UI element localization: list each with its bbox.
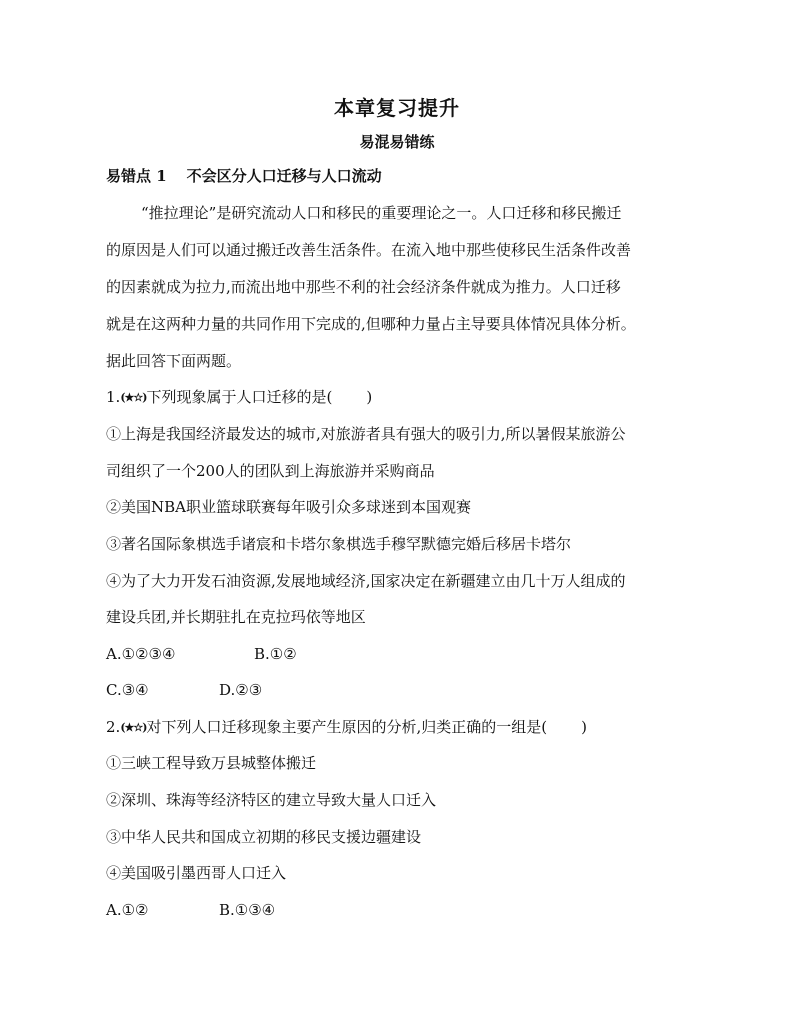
- question-1-stem: [106, 387, 372, 408]
- section-text: 不会区分人口迁移与人口流动: [186, 167, 382, 185]
- question-1-item: ③著名国际象棋选手诸宸和卡塔尔象棋选手穆罕默德完婚后移居卡塔尔: [106, 535, 572, 553]
- section-heading: [106, 166, 382, 186]
- page-title: 本章复习提升: [334, 96, 460, 120]
- question-1-item: 建设兵团,并长期驻扎在克拉玛依等地区: [106, 608, 366, 626]
- section-label: 易错点 1: [106, 167, 167, 185]
- question-2-stem: [106, 717, 587, 738]
- question-1-option-b: B.①②: [254, 645, 297, 663]
- passage-line: 的因素就成为拉力,而流出地中那些不利的社会经济条件就成为推力。人口迁移: [106, 278, 621, 296]
- question-2-item: ②深圳、珠海等经济特区的建立导致大量人口迁入: [106, 791, 437, 809]
- question-number: 2.: [106, 718, 121, 736]
- question-text: 对下列人口迁移现象主要产生原因的分析,归类正确的一组是(: [146, 718, 548, 736]
- question-2-item: ③中华人民共和国成立初期的移民支援边疆建设: [106, 828, 422, 846]
- question-1-item: 司组织了一个200人的团队到上海旅游并采购商品: [106, 462, 435, 480]
- page-subtitle: 易混易错练: [359, 133, 435, 151]
- question-2-option-b: B.①③④: [219, 901, 276, 919]
- question-paren: ): [366, 388, 373, 406]
- passage-line: 就是在这两种力量的共同作用下完成的,但哪种力量占主导要具体情况具体分析。: [106, 315, 636, 333]
- passage-line: 的原因是人们可以通过搬迁改善生活条件。在流入地中那些使移民生活条件改善: [106, 241, 632, 259]
- question-2-item: ④美国吸引墨西哥人口迁入: [106, 864, 287, 882]
- question-2-option-a: A.①②: [106, 901, 149, 919]
- question-1-option-d: D.②③: [219, 681, 263, 699]
- question-text: 下列现象属于人口迁移的是(: [146, 388, 333, 406]
- difficulty-stars-icon: (★☆): [120, 721, 147, 734]
- question-1-option-c: C.③④: [106, 681, 149, 699]
- question-paren: ): [581, 718, 587, 736]
- question-1-item: ②美国NBA职业篮球联赛每年吸引众多球迷到本国观赛: [106, 498, 471, 516]
- question-1-option-a: A.①②③④: [106, 645, 176, 663]
- question-1-item: ①上海是我国经济最发达的城市,对旅游者具有强大的吸引力,所以暑假某旅游公: [106, 425, 626, 443]
- passage-line: 据此回答下面两题。: [106, 352, 242, 370]
- difficulty-stars-icon: (★☆): [120, 391, 147, 404]
- question-1-item: ④为了大力开发石油资源,发展地域经济,国家决定在新疆建立由几十万人组成的: [106, 572, 626, 590]
- question-number: 1.: [106, 388, 121, 406]
- question-2-item: ①三峡工程导致万县城整体搬迁: [106, 754, 317, 772]
- passage-line: “推拉理论”是研究流动人口和移民的重要理论之一。人口迁移和移民搬迁: [141, 204, 622, 222]
